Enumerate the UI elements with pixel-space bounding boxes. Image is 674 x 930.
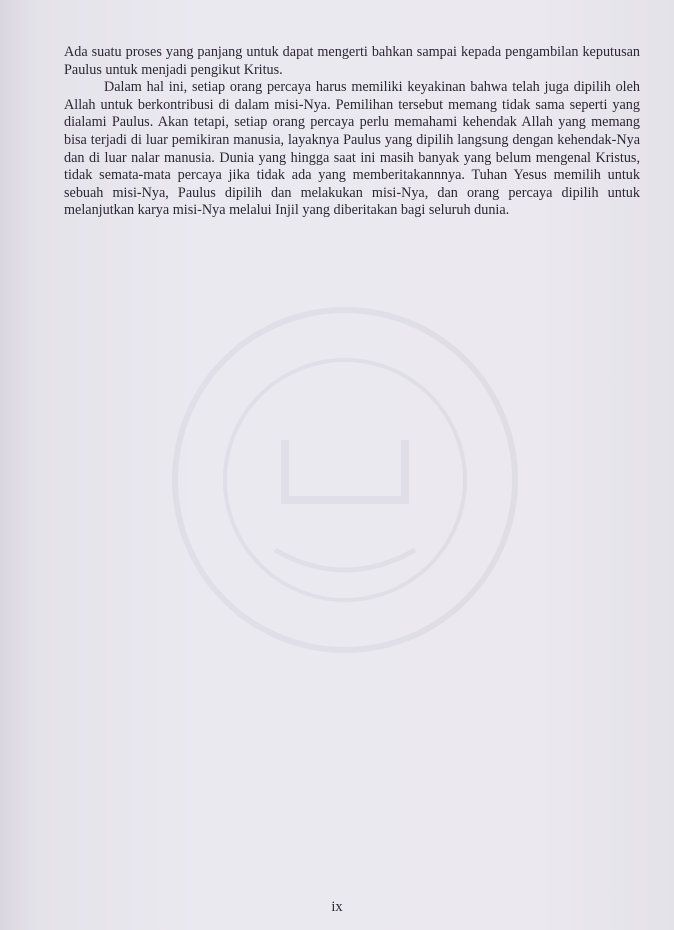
paragraph-2: Dalam hal ini, setiap orang percaya harus memiliki keyakinan bahwa telah juga dipilih oleh Allah untuk berkontribusi di dalam misi-Nya. Pemilihan tersebut memang tidak sama seperti yang dialami Paulus. Akan tetapi, setiap orang percaya perlu memahami kehendak Allah yang memang bisa terjadi di luar pemikiran manusia, layaknya Paulus yang dipilih langsung dengan kehendak-Nya dan di luar nalar manusia. Dunia yang hingga saat ini masih banyak yang belum mengenal Kristus, tidak semata-mata percaya jika tidak ada yang memberitakannnya. Tuhan Yesus memilih untuk sebuah misi-Nya, Paulus dipilih dan melakukan misi-Nya, dan orang percaya dipilih untuk melanjutkan karya misi-Nya melalui Injil yang diberitakan bagi seluruh dunia. — [64, 79, 640, 219]
paragraph-1: Ada suatu proses yang panjang untuk dapat mengerti bahkan sampai kepada pengambilan keputusan Paulus untuk menjadi pengikut Kritus. — [64, 44, 640, 78]
body-text — [64, 44, 640, 220]
page-number: ix — [331, 899, 343, 915]
seal-watermark — [165, 300, 525, 660]
